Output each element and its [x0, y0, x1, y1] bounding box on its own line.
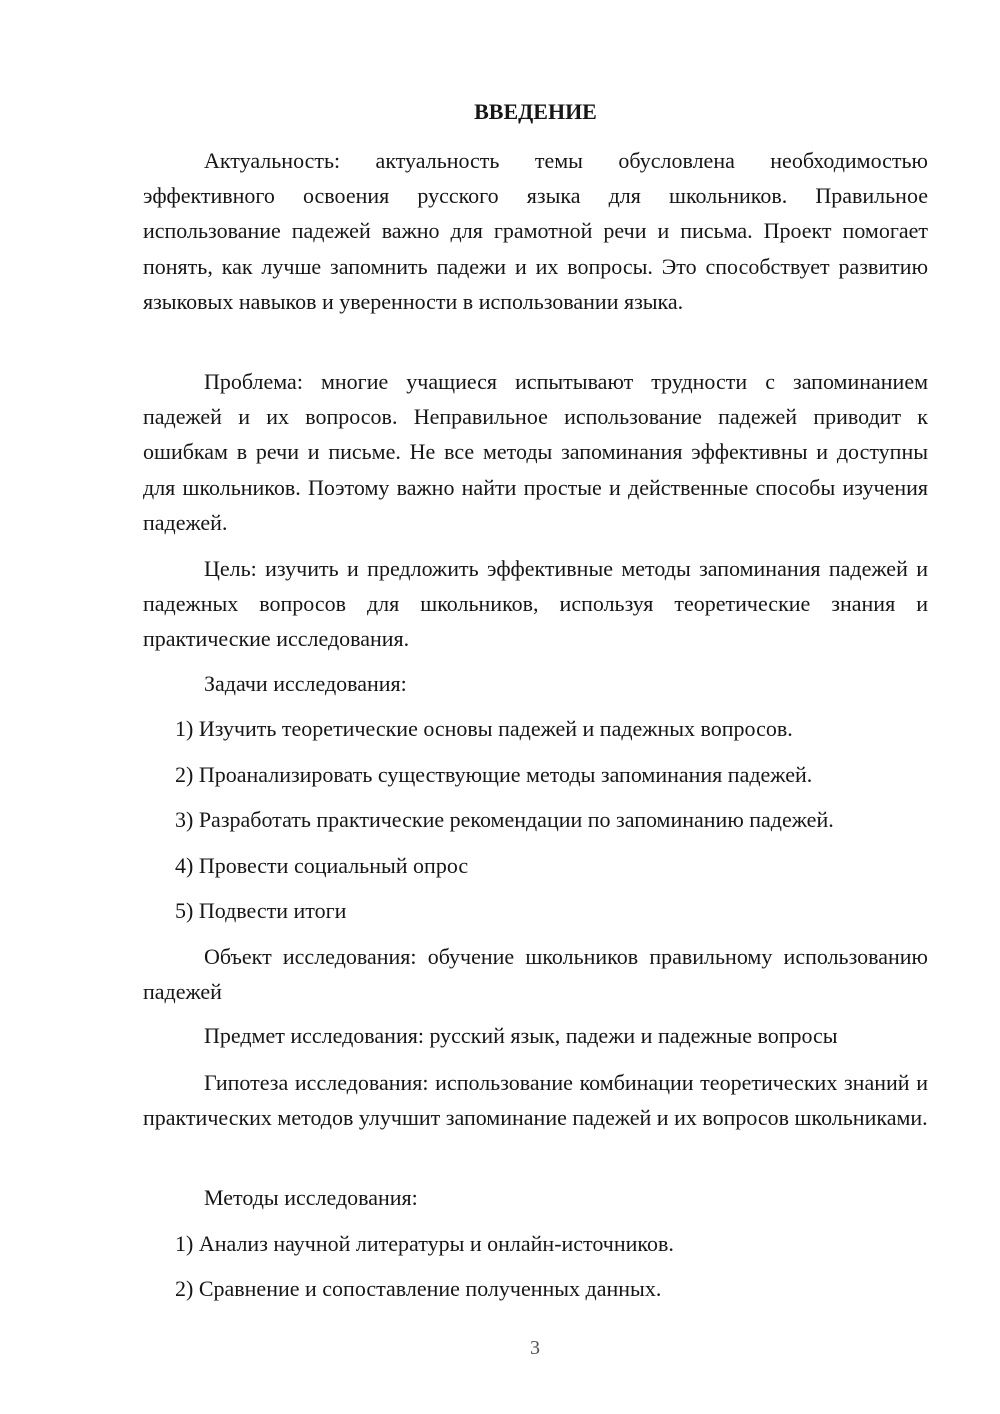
- task-item-1: 1) Изучить теоретические основы падежей и падежных вопросов.: [175, 716, 793, 741]
- paragraph-hypothesis: Гипотеза исследования: использование комбинации теоретических знаний и практических методов улучшит запоминание падежей и их вопросов школьниками.: [143, 1070, 928, 1131]
- paragraph-subject: Предмет исследования: русский язык, падежи и падежные вопросы: [204, 1023, 838, 1048]
- page-number: 3: [530, 1337, 540, 1359]
- tasks-heading: Задачи исследования:: [204, 671, 407, 696]
- paragraph-relevance: Актуальность: актуальность темы обусловлена необходимостью эффективного освоения русского языка для школьников. Правильное использование падежей важно для грамотной речи и письма. Проект помогает понять, как лучше запомнить падежи и их вопросы. Это способствует развитию языковых навыков и уверенности в использовании языка.: [143, 148, 928, 314]
- paragraph-object: Объект исследования: обучение школьников правильному использованию падежей: [143, 944, 928, 1005]
- task-item-2: 2) Проанализировать существующие методы запоминания падежей.: [175, 762, 813, 787]
- method-item-2: 2) Сравнение и сопоставление полученных данных.: [175, 1276, 662, 1301]
- section-title: ВВЕДЕНИЕ: [474, 99, 597, 124]
- task-item-5: 5) Подвести итоги: [175, 898, 347, 923]
- paragraph-goal: Цель: изучить и предложить эффективные методы запоминания падежей и падежных вопросов для школьников, используя теоретические знания и практические исследования.: [143, 556, 928, 652]
- method-item-1: 1) Анализ научной литературы и онлайн-источников.: [175, 1231, 674, 1256]
- methods-heading: Методы исследования:: [204, 1185, 418, 1210]
- paragraph-problem: Проблема: многие учащиеся испытывают трудности с запоминанием падежей и их вопросов. Неправильное использование падежей приводит к ошибкам в речи и письме. Не все методы запоминания эффективны и доступны для школьников. Поэтому важно найти простые и действенные способы изучения падежей.: [143, 369, 928, 535]
- task-item-4: 4) Провести социальный опрос: [175, 853, 469, 878]
- task-item-3: 3) Разработать практические рекомендации по запоминанию падежей.: [175, 807, 834, 832]
